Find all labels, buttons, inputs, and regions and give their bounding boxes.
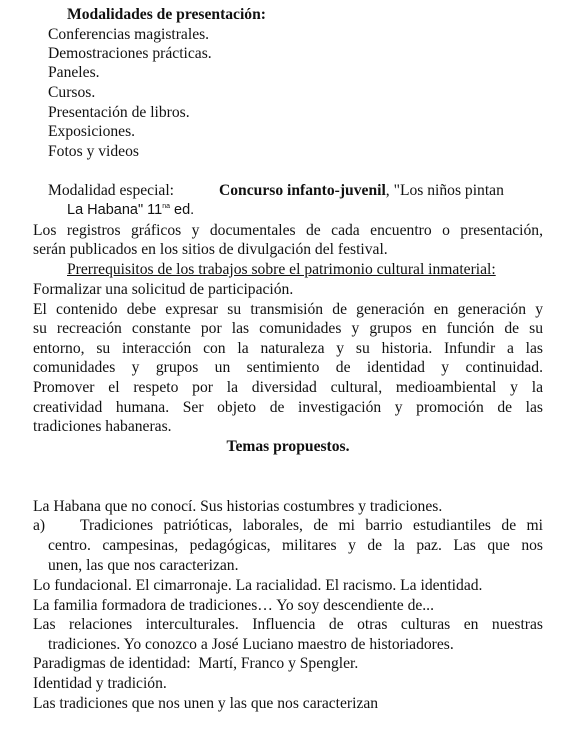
concurso-rest: , "Los niños pintan	[385, 182, 504, 199]
prerrequisitos-line: creatividad humana. Ser objeto de investigación y promoción de las	[33, 399, 543, 416]
tema-line: Las relaciones interculturales. Influencia de otras culturas en nuestras	[33, 616, 543, 633]
edition-suffix: ed.	[169, 202, 195, 218]
prerrequisitos-line: su recreación constante por las comunidades y grupos en función de su	[33, 320, 543, 337]
tema-a-marker: a)	[33, 517, 46, 534]
registros-line: serán publicados en los sitios de divulgación del festival.	[33, 241, 388, 258]
prerrequisitos-line: Promover el respeto por la diversidad cultural, medioambiental y la	[33, 379, 543, 396]
prerrequisitos-line: Formalizar una solicitud de participación.	[33, 281, 294, 298]
tema-line: Identidad y tradición.	[33, 675, 167, 692]
concurso-line	[219, 181, 504, 200]
modalidad-item: Conferencias magistrales.	[48, 26, 210, 43]
concurso-title: Concurso infanto-juvenil	[219, 182, 386, 199]
tema-line: Paradigmas de identidad: Martí, Franco y Spengler.	[33, 655, 359, 672]
modalidad-item: Fotos y videos	[48, 143, 139, 160]
edition-text: La Habana" 11	[67, 202, 163, 218]
tema-line: tradiciones. Yo conozco a José Luciano maestro de historiadores.	[48, 636, 454, 653]
modalidad-item: Cursos.	[48, 84, 96, 101]
prerrequisitos-line: tradiciones habaneras.	[33, 418, 172, 435]
prerrequisitos-line: comunidades y grupos un sentimiento de identidad y continuidad.	[33, 359, 543, 376]
edition-superscript: na	[162, 203, 170, 211]
prerrequisitos-heading: Prerrequisitos de los trabajos sobre el patrimonio cultural inmaterial:	[67, 261, 496, 278]
tema-a-line: unen, las que nos caracterizan.	[48, 557, 239, 574]
modalidades-heading: Modalidades de presentación:	[67, 6, 266, 23]
modalidad-especial-label: Modalidad especial:	[48, 182, 175, 199]
tema-line: La Habana que no conocí. Sus historias costumbres y tradiciones.	[33, 498, 443, 515]
concurso-edition-line	[67, 201, 194, 220]
prerrequisitos-line: El contenido debe expresar su transmisión de generación en generación y	[33, 301, 543, 318]
registros-line: Los registros gráficos y documentales de cada encuentro o presentación,	[33, 222, 543, 239]
modalidad-item: Paneles.	[48, 64, 100, 81]
modalidad-item: Exposiciones.	[48, 123, 136, 140]
tema-line: La familia formadora de tradiciones… Yo soy descendiente de...	[33, 597, 434, 614]
tema-line: Lo fundacional. El cimarronaje. La racialidad. El racismo. La identidad.	[33, 577, 483, 594]
modalidad-item: Demostraciones prácticas.	[48, 45, 212, 62]
tema-line: Las tradiciones que nos unen y las que nos caracterizan	[33, 695, 379, 712]
temas-heading: Temas propuestos.	[226, 438, 350, 455]
tema-a-line: Tradiciones patrióticas, laborales, de mi barrio estudiantiles de mi	[80, 517, 543, 534]
prerrequisitos-line: entorno, su interacción con la naturaleza y su historia. Infundir a las	[33, 340, 543, 357]
modalidad-item: Presentación de libros.	[48, 104, 190, 121]
tema-a-line: centro. campesinas, pedagógicas, militares y de la paz. Las que nos	[48, 537, 543, 554]
